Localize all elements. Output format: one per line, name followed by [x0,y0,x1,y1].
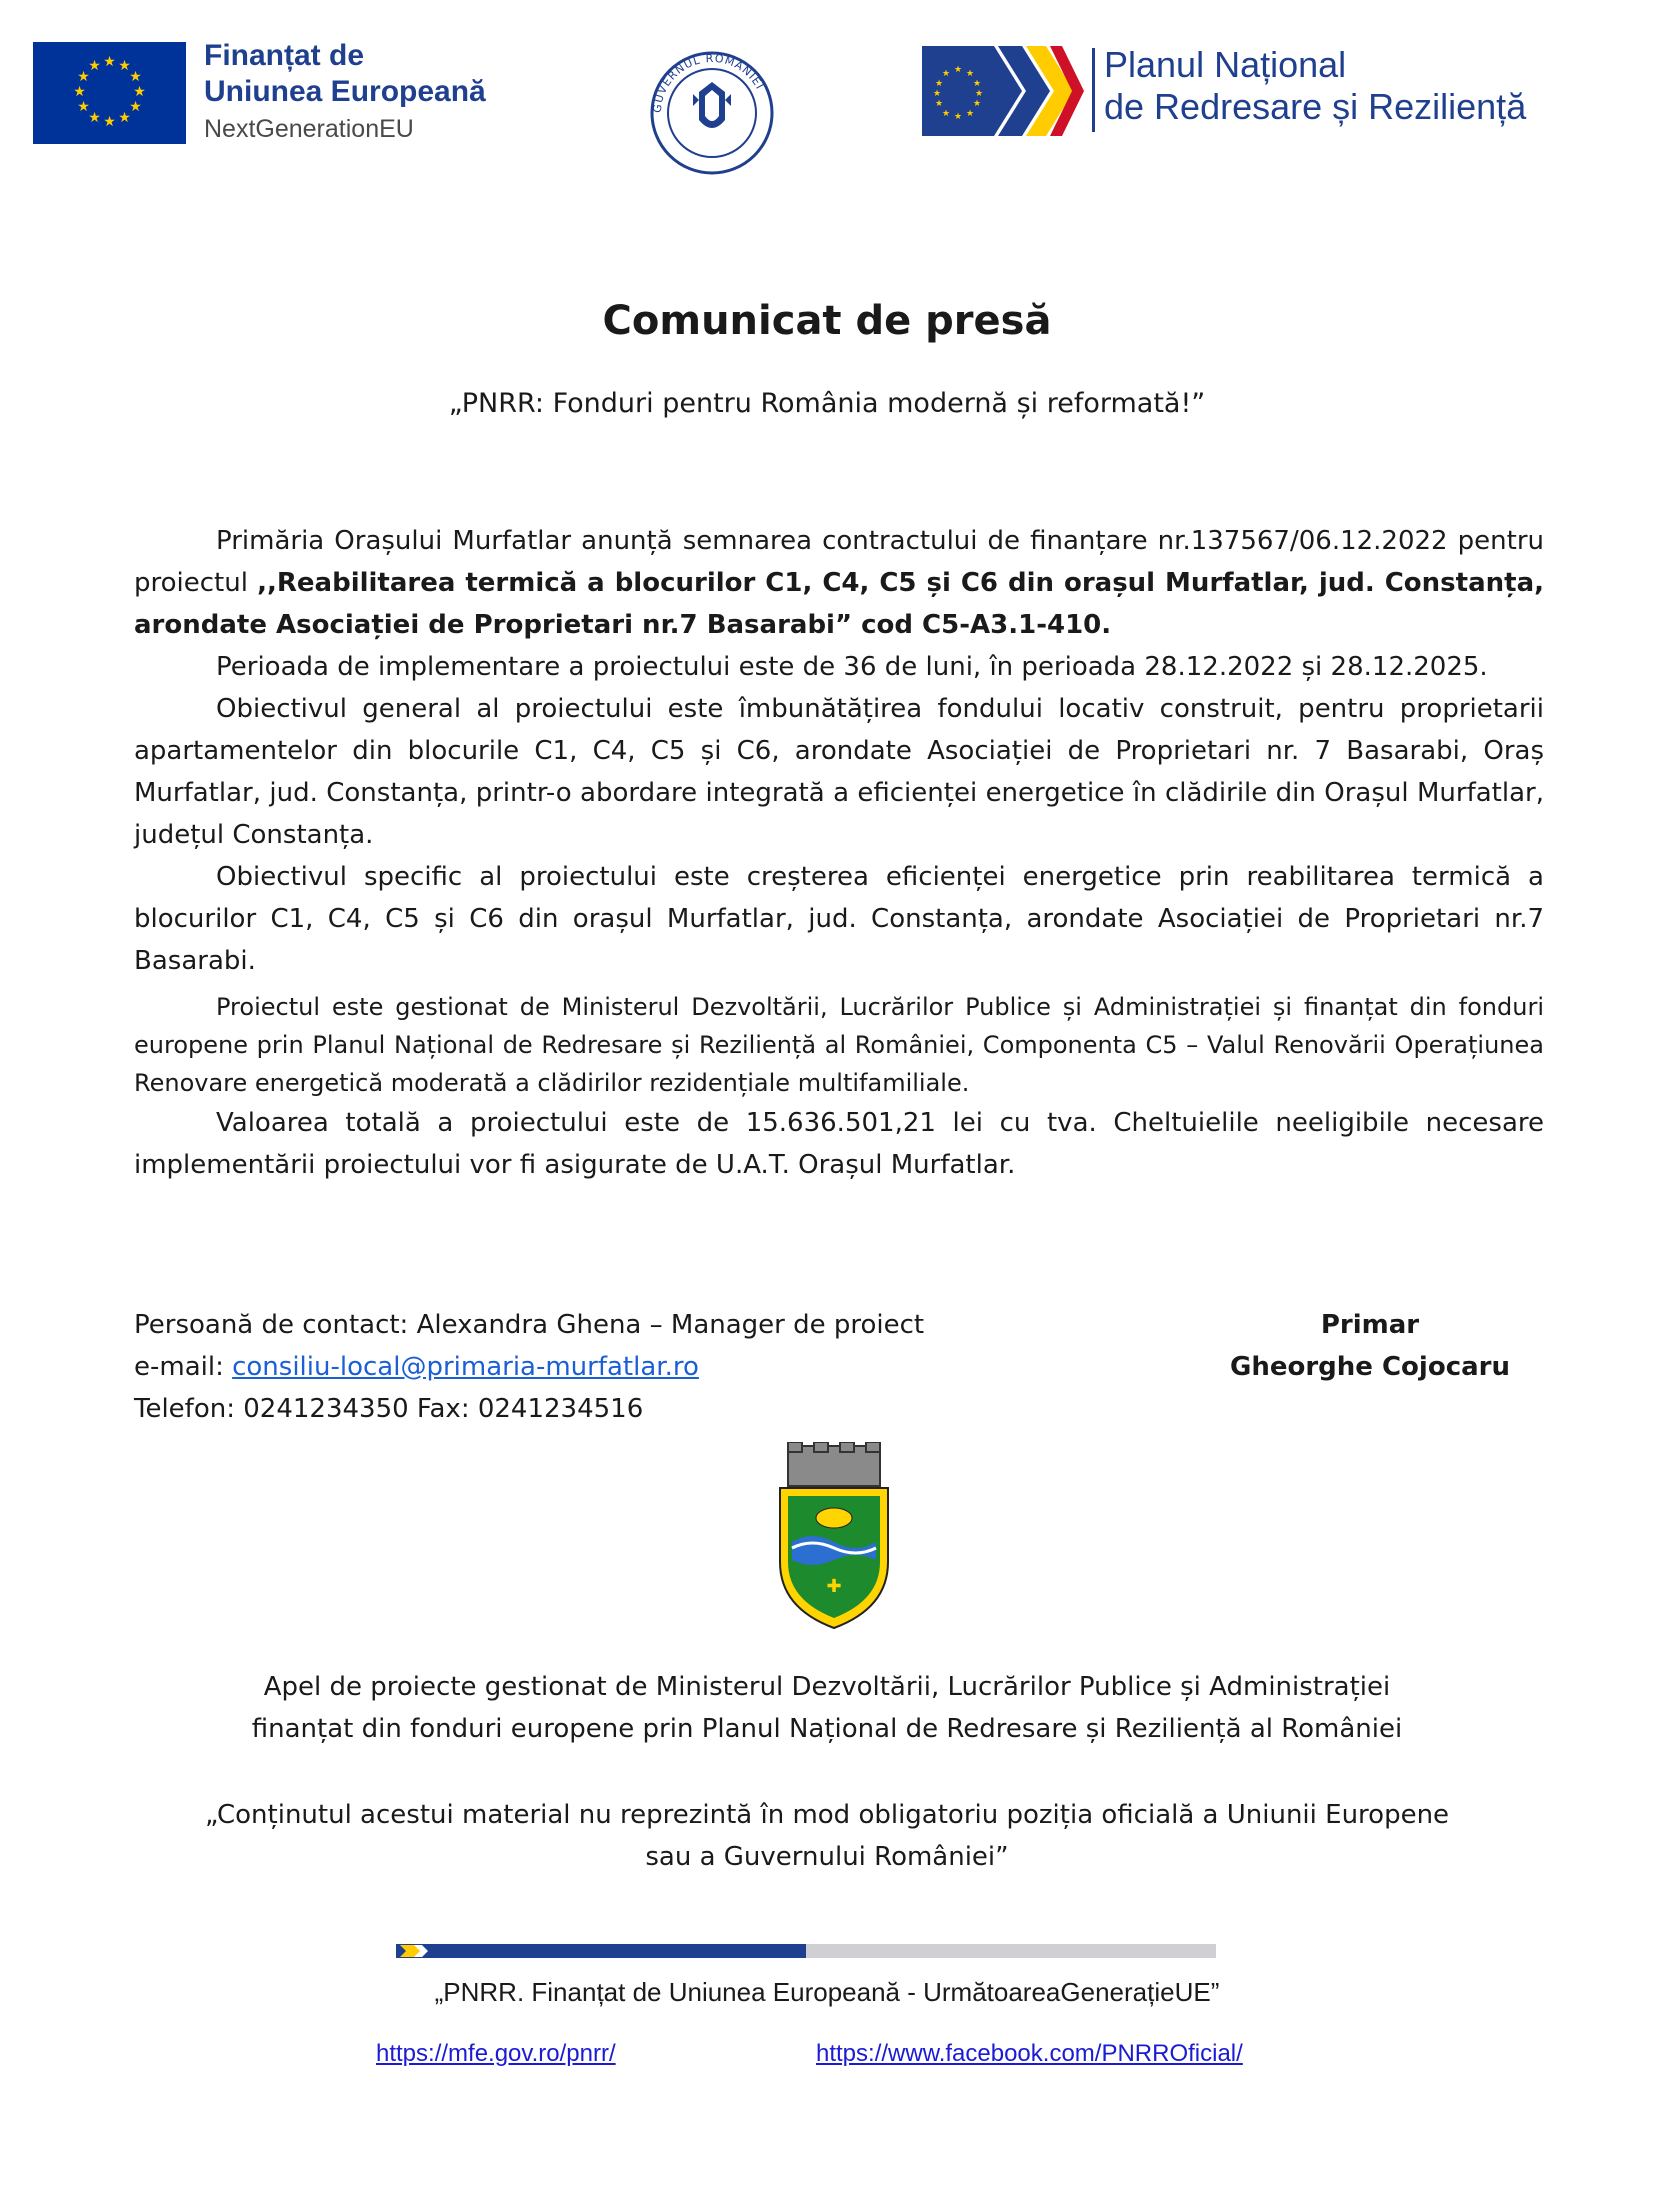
eu-line-1: Finanțat de [204,39,365,72]
svg-text:★: ★ [932,89,942,99]
svg-text:★: ★ [972,79,982,89]
seal-text: GUVERNUL ROMÂNIEI [650,51,767,114]
svg-text:★: ★ [941,109,951,119]
contact-email-line [134,1346,1034,1388]
svg-text:★: ★ [77,99,90,115]
svg-text:★: ★ [88,110,101,126]
svg-text:★: ★ [129,69,142,85]
footer-bar-light [806,1944,1216,1958]
mayor-role: Primar [1320,1310,1420,1340]
footer-line-1: Apel de proiecte gestionat de Ministerul Dezvoltării, Lucrărilor Publice și Administrației [263,1672,1391,1702]
paragraph-value: Valoarea totală a proiectului este de 15.636.501,21 lei cu tva. Cheltuielile neeligibile necesare implementării proiectului vor fi asigurate de U.A.T. Orașul Murfatlar. [134,1108,1544,1180]
svg-text:★: ★ [77,69,90,85]
government-seal-icon [649,50,775,176]
coat-of-arms-icon [772,1442,896,1630]
svg-text:★: ★ [953,112,963,122]
press-release-body [134,520,1544,1186]
svg-text:★: ★ [118,110,131,126]
contact-person: Persoană de contact: Alexandra Ghena – Manager de proiect [134,1310,925,1340]
page-title: Comunicat de presă [602,298,1052,344]
contact-phone: Telefon: 0241234350 Fax: 0241234516 [134,1394,644,1424]
svg-text:★: ★ [972,99,982,109]
eu-flag-logo [33,42,186,144]
footer-disclaimer [0,1794,1654,1878]
svg-text:★: ★ [103,54,116,70]
svg-text:★: ★ [103,114,116,130]
pnrr-divider [1092,48,1095,132]
pnrr-arrow-icon [922,46,1084,136]
footer-tagline: „PNRR. Finanțat de Uniunea Europeană - UrmătoareaGenerațieUE” [434,1977,1220,2007]
paragraph-management: Proiectul este gestionat de Ministerul Dezvoltării, Lucrărilor Publice și Administrației și finanțat din fonduri europene prin Planul Național de Redresare și Reziliență al României, Componenta C5 – Valul Renovării Operațiunea Renovare energetică moderată a clădirilor rezidențiale multifamiliale. [134,993,1544,1097]
government-seal-logo [649,50,775,176]
svg-text:★: ★ [965,109,975,119]
mfe-pnrr-link[interactable]: https://mfe.gov.ro/pnrr/ [376,2040,616,2067]
email-link[interactable]: consiliu-local@primaria-murfatlar.ro [232,1352,699,1382]
disclaimer-line-1: „Conținutul acestui material nu reprezintă în mod obligatoriu poziția oficială a Uniunii Europene [204,1800,1450,1830]
svg-text:★: ★ [133,84,146,100]
pnrr-line-1: Planul Național [1104,44,1347,85]
paragraph-general-objective: Obiectivul general al proiectului este îmbunătățirea fondului locativ construit, pentru proprietarii apartamentelor din blocurile C1, C4, C5 și C6, arondate Asociației de Proprietari nr. 7 Basarabi, Oraș Murfatlar, jud. Constanța, printr-o abordare integrată a eficienței energetice în clădirile din Orașul Murfatlar, județul Constanța. [134,694,1544,850]
contact-block [134,1304,1034,1430]
pnrr-line-2: de Redresare și Reziliență [1104,86,1527,127]
footer-arrow-icon [396,1945,436,1957]
paragraph-specific-objective: Obiectivul specific al proiectului este creșterea eficienței energetice prin reabilitarea termică a blocurilor C1, C4, C5 și C6 din orașul Murfatlar, jud. Constanța, arondate Asociației de Proprietari nr.7 Basarabi. [134,862,1544,976]
svg-text:★: ★ [129,99,142,115]
page-subtitle: „PNRR: Fonduri pentru România modernă și reformată!” [448,388,1206,419]
eu-funding-text [204,38,524,148]
svg-text:★: ★ [934,99,944,109]
footer-funding-note [0,1666,1654,1750]
murfatlar-coat-of-arms [772,1442,896,1630]
svg-text:✚: ✚ [826,1576,842,1597]
svg-text:★: ★ [941,69,951,79]
svg-text:★: ★ [73,84,86,100]
announcement-text: Primăria Orașului Murfatlar anunță semnarea contractului de finanțare nr.137567/06.12.2022 pentru proiectul [134,526,1544,598]
mayor-name: Gheorghe Cojocaru [1230,1352,1510,1382]
mayor-signature [1200,1304,1540,1388]
eu-line-2: Uniunea Europeană [204,75,486,108]
disclaimer-line-2: sau a Guvernului României” [645,1842,1009,1872]
svg-text:★: ★ [965,69,975,79]
eu-line-3: NextGenerationEU [204,115,414,143]
svg-text:★: ★ [118,58,131,74]
pnrr-flag-logo [922,46,1084,136]
eu-stars-icon [33,42,186,144]
svg-text:★: ★ [953,65,963,75]
svg-text:★: ★ [934,79,944,89]
svg-text:★: ★ [88,58,101,74]
footer-line-2: finanțat din fonduri europene prin Planul Național de Redresare și Reziliență al României [251,1714,1403,1744]
project-title: ,,Reabilitarea termică a blocurilor C1, C4, C5 și C6 din orașul Murfatlar, jud. Constanța, arondate Asociației de Proprietari nr.7 Basarabi” cod C5-A3.1-410. [134,568,1544,640]
email-label: e-mail: [134,1352,233,1382]
pnrr-footer-bar [396,1944,1216,1958]
paragraph-announcement [134,520,1544,646]
footer-bar-dark [396,1944,806,1958]
pnrr-logo-text [1104,44,1526,128]
svg-text:★: ★ [974,89,984,99]
paragraph-period: Perioada de implementare a proiectului este de 36 de luni, în perioada 28.12.2022 și 28.12.2025. [216,652,1488,682]
facebook-pnrr-link[interactable]: https://www.facebook.com/PNRROficial/ [816,2040,1243,2067]
